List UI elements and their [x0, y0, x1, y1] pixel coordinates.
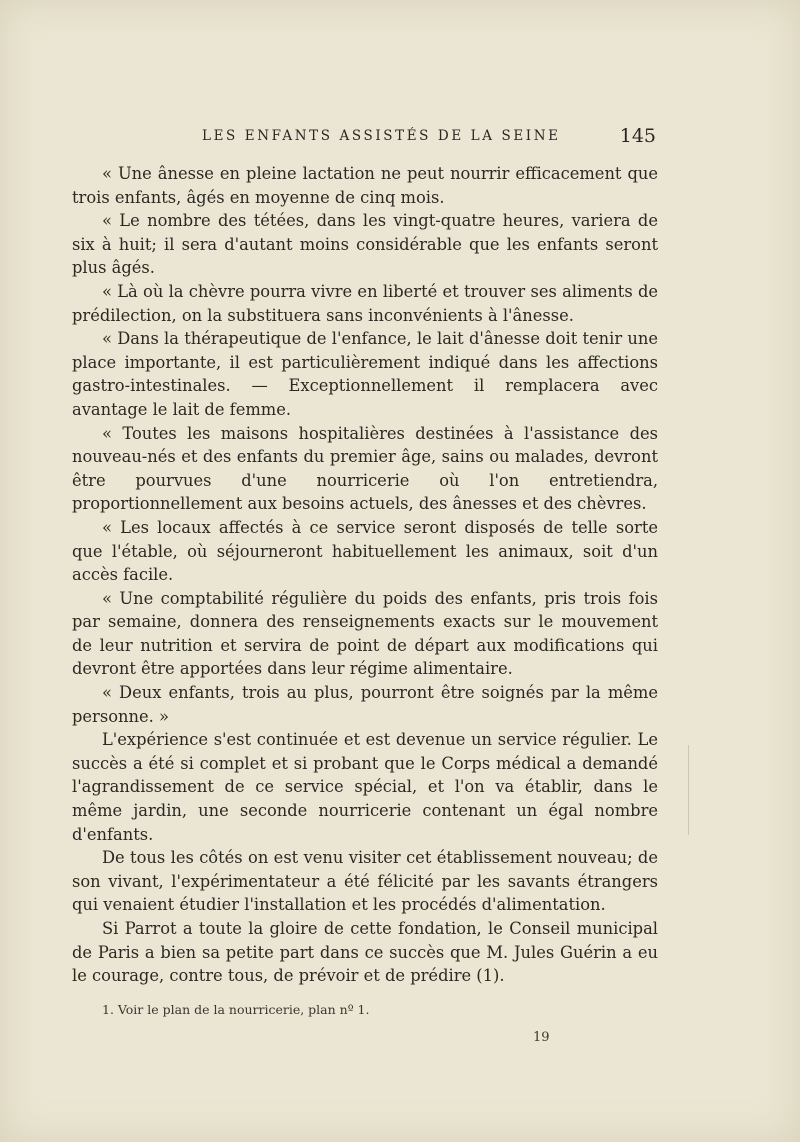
paragraph: « Une comptabilité régulière du poids des enfants, pris trois fois par semaine, donnera des renseignements exacts sur le mouvement de leur nutrition et servira de point de départ aux modifications qui devront être apportées dans leur régime alimentaire. — [72, 588, 658, 679]
footnote: 1. Voir le plan de la nourricerie, plan nº 1. — [102, 1002, 370, 1017]
margin-mark — [674, 745, 689, 835]
paragraph: « Le nombre des tétées, dans les vingt-quatre heures, variera de six à huit; il sera d'autant moins considérable que les enfants seront plus âgés. — [72, 211, 658, 278]
paragraph: « Une ânesse en pleine lactation ne peut nourrir efficacement que trois enfants, âgés en moyenne de cinq mois. — [72, 164, 658, 207]
paragraph: Si Parrot a toute la gloire de cette fondation, le Conseil municipal de Paris a bien sa petite part dans ce succès que M. Jules Guérin a eu le courage, contre tous, de prévoir et de prédire (1). — [72, 919, 658, 986]
signature-mark: 19 — [533, 1030, 550, 1045]
page-header — [76, 126, 660, 150]
running-title: LES ENFANTS ASSISTÉS DE LA SEINE — [202, 128, 561, 144]
paragraph: « Dans la thérapeutique de l'enfance, le lait d'ânesse doit tenir une place importante, il est particulièrement indiqué dans les affections gastro-intestinales. — Exceptionnellement il remplacera avec avantage le lait de femme. — [72, 329, 658, 419]
paragraph: « Là où la chèvre pourra vivre en liberté et trouver ses aliments de prédilection, on la substituera sans inconvénients à l'ânesse. — [72, 281, 658, 325]
paragraph: « Les locaux affectés à ce service seront disposés de telle sorte que l'étable, où séjourneront habituellement les animaux, soit d'un accès facile. — [72, 517, 658, 585]
body-text — [72, 162, 658, 988]
page-number: 145 — [619, 125, 656, 147]
paragraph: « Toutes les maisons hospitalières destinées à l'assistance des nouveau-nés et des enfants du premier âge, sains ou malades, devront être pourvues d'une nourricerie où l'on entretiendra, proportionnellement aux besoins actuels, des ânesses et des chèvres. — [72, 423, 658, 514]
paragraph: De tous les côtés on est venu visiter cet établissement nouveau; de son vivant, l'expérimentateur a été félicité par les savants étrangers qui venaient étudier l'installation et les procédés d'alimentation. — [72, 848, 658, 915]
paragraph: « Deux enfants, trois au plus, pourront être soignés par la même personne. » — [72, 683, 658, 726]
paragraph: L'expérience s'est continuée et est devenue un service régulier. Le succès a été si complet et si probant que le Corps médical a demandé l'agrandissement de ce service spécial, et l'on va établir, dans le même jardin, une seconde nourricerie contenant un égal nombre d'enfants. — [72, 730, 658, 844]
